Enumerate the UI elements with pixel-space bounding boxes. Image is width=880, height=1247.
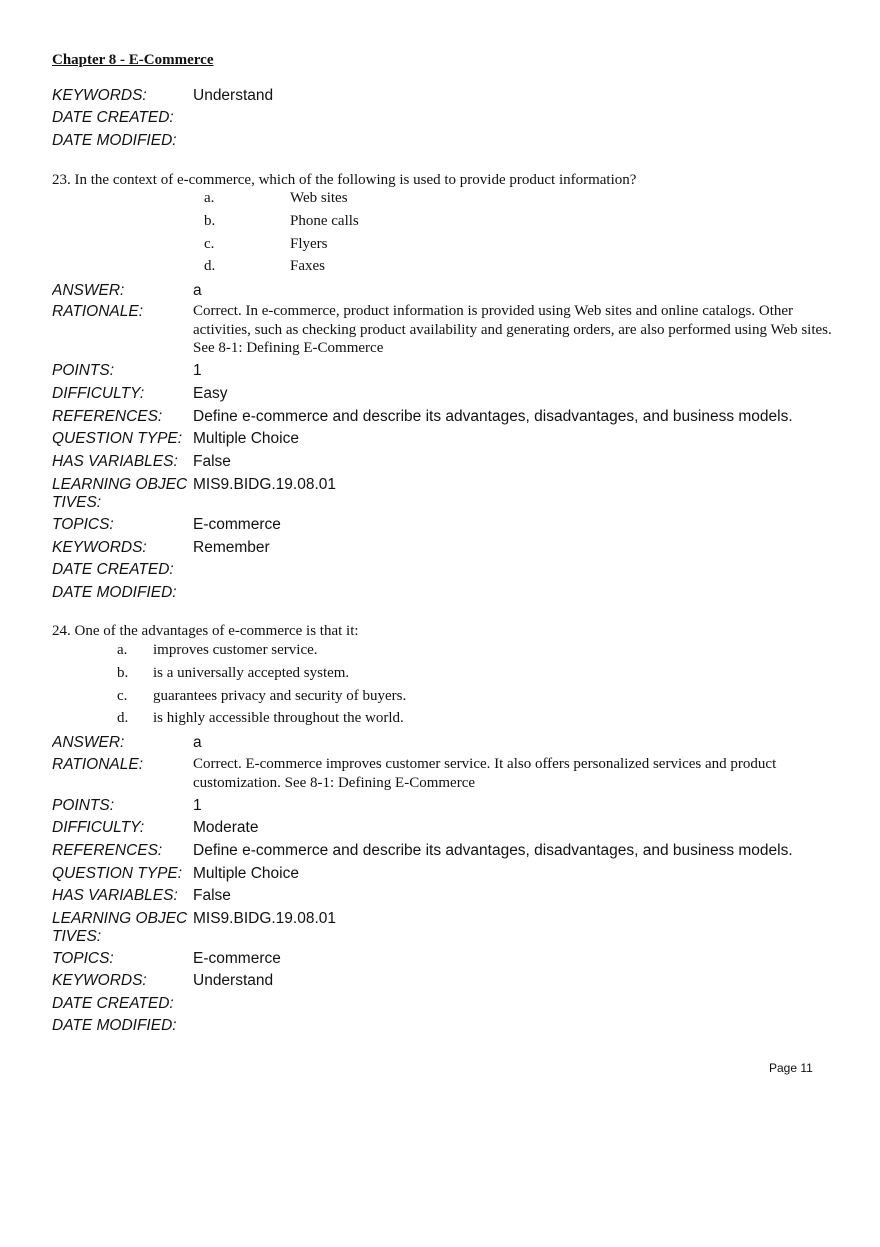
keywords-label: KEYWORDS: [52,87,147,104]
has-variables-label: HAS VARIABLES: [52,453,178,470]
answer-label: ANSWER: [52,734,125,751]
option-text: improves customer service. [153,642,318,658]
rationale-label: RATIONALE: [52,756,144,773]
learning-objectives-label: LEARNING OBJEC [52,910,188,927]
difficulty-value: Moderate [193,819,259,836]
question-type-value: Multiple Choice [193,865,299,882]
option-letter: a. [117,642,128,658]
keywords-value: Understand [193,87,274,104]
references-value: Define e-commerce and describe its advantages, disadvantages, and business models. [193,408,793,425]
topics-value: E-commerce [193,516,281,533]
references-label: REFERENCES: [52,842,163,859]
learning-objectives-label-cont: TIVES: [52,494,102,511]
topics-label: TOPICS: [52,950,114,967]
option-letter: c. [204,236,215,252]
answer-value: a [193,734,202,751]
date-modified-label: DATE MODIFIED: [52,1017,177,1034]
has-variables-label: HAS VARIABLES: [52,887,178,904]
points-value: 1 [193,362,202,379]
option-letter: b. [204,213,216,229]
learning-objectives-value: MIS9.BIDG.19.08.01 [193,476,337,493]
difficulty-label: DIFFICULTY: [52,819,145,836]
rationale-value: Correct. E-commerce improves customer service. It also offers personalized services and product customization. See 8-1: Defining E-Commerce [193,756,777,791]
option-letter: c. [117,688,128,704]
option-text: Phone calls [290,213,359,229]
question-type-value: Multiple Choice [193,430,299,447]
keywords-value: Remember [193,539,270,556]
date-modified-label: DATE MODIFIED: [52,132,177,149]
rationale-label: RATIONALE: [52,303,144,320]
option-text: Faxes [290,258,325,274]
answer-value: a [193,282,202,299]
points-label: POINTS: [52,362,115,379]
keywords-label: KEYWORDS: [52,972,147,989]
date-created-label: DATE CREATED: [52,109,174,126]
topics-label: TOPICS: [52,516,114,533]
references-value: Define e-commerce and describe its advantages, disadvantages, and business models. [193,842,793,859]
date-created-label: DATE CREATED: [52,561,174,578]
topics-value: E-commerce [193,950,281,967]
option-letter: a. [204,190,215,206]
option-text: is highly accessible throughout the world. [153,710,404,726]
rationale-value: Correct. In e-commerce, product information is provided using Web sites and online catalogs. Other activities, such as checking product availability and generating orders, are also performed using Web sites. See 8-1: Defining E-Commerce [193,303,832,356]
has-variables-value: False [193,453,231,470]
difficulty-value: Easy [193,385,228,402]
option-text: Flyers [290,236,328,252]
keywords-value: Understand [193,972,274,989]
option-text: Web sites [290,190,348,206]
option-letter: d. [117,710,129,726]
option-letter: d. [204,258,216,274]
points-value: 1 [193,797,202,814]
keywords-label: KEYWORDS: [52,539,147,556]
date-modified-label: DATE MODIFIED: [52,584,177,601]
option-text: guarantees privacy and security of buyers. [153,688,407,704]
option-letter: b. [117,665,129,681]
has-variables-value: False [193,887,231,904]
learning-objectives-label: LEARNING OBJEC [52,476,188,493]
question-23-text: 23. In the context of e-commerce, which of the following is used to provide product information? [52,172,637,188]
chapter-title: Chapter 8 - E-Commerce [52,52,214,68]
answer-label: ANSWER: [52,282,125,299]
question-type-label: QUESTION TYPE: [52,430,183,447]
date-created-label: DATE CREATED: [52,995,174,1012]
references-label: REFERENCES: [52,408,163,425]
page-number: Page 11 [769,1061,813,1075]
option-text: is a universally accepted system. [153,665,350,681]
learning-objectives-label-cont: TIVES: [52,928,102,945]
question-24-text: 24. One of the advantages of e-commerce is that it: [52,623,359,639]
points-label: POINTS: [52,797,115,814]
learning-objectives-value: MIS9.BIDG.19.08.01 [193,910,337,927]
difficulty-label: DIFFICULTY: [52,385,145,402]
question-type-label: QUESTION TYPE: [52,865,183,882]
